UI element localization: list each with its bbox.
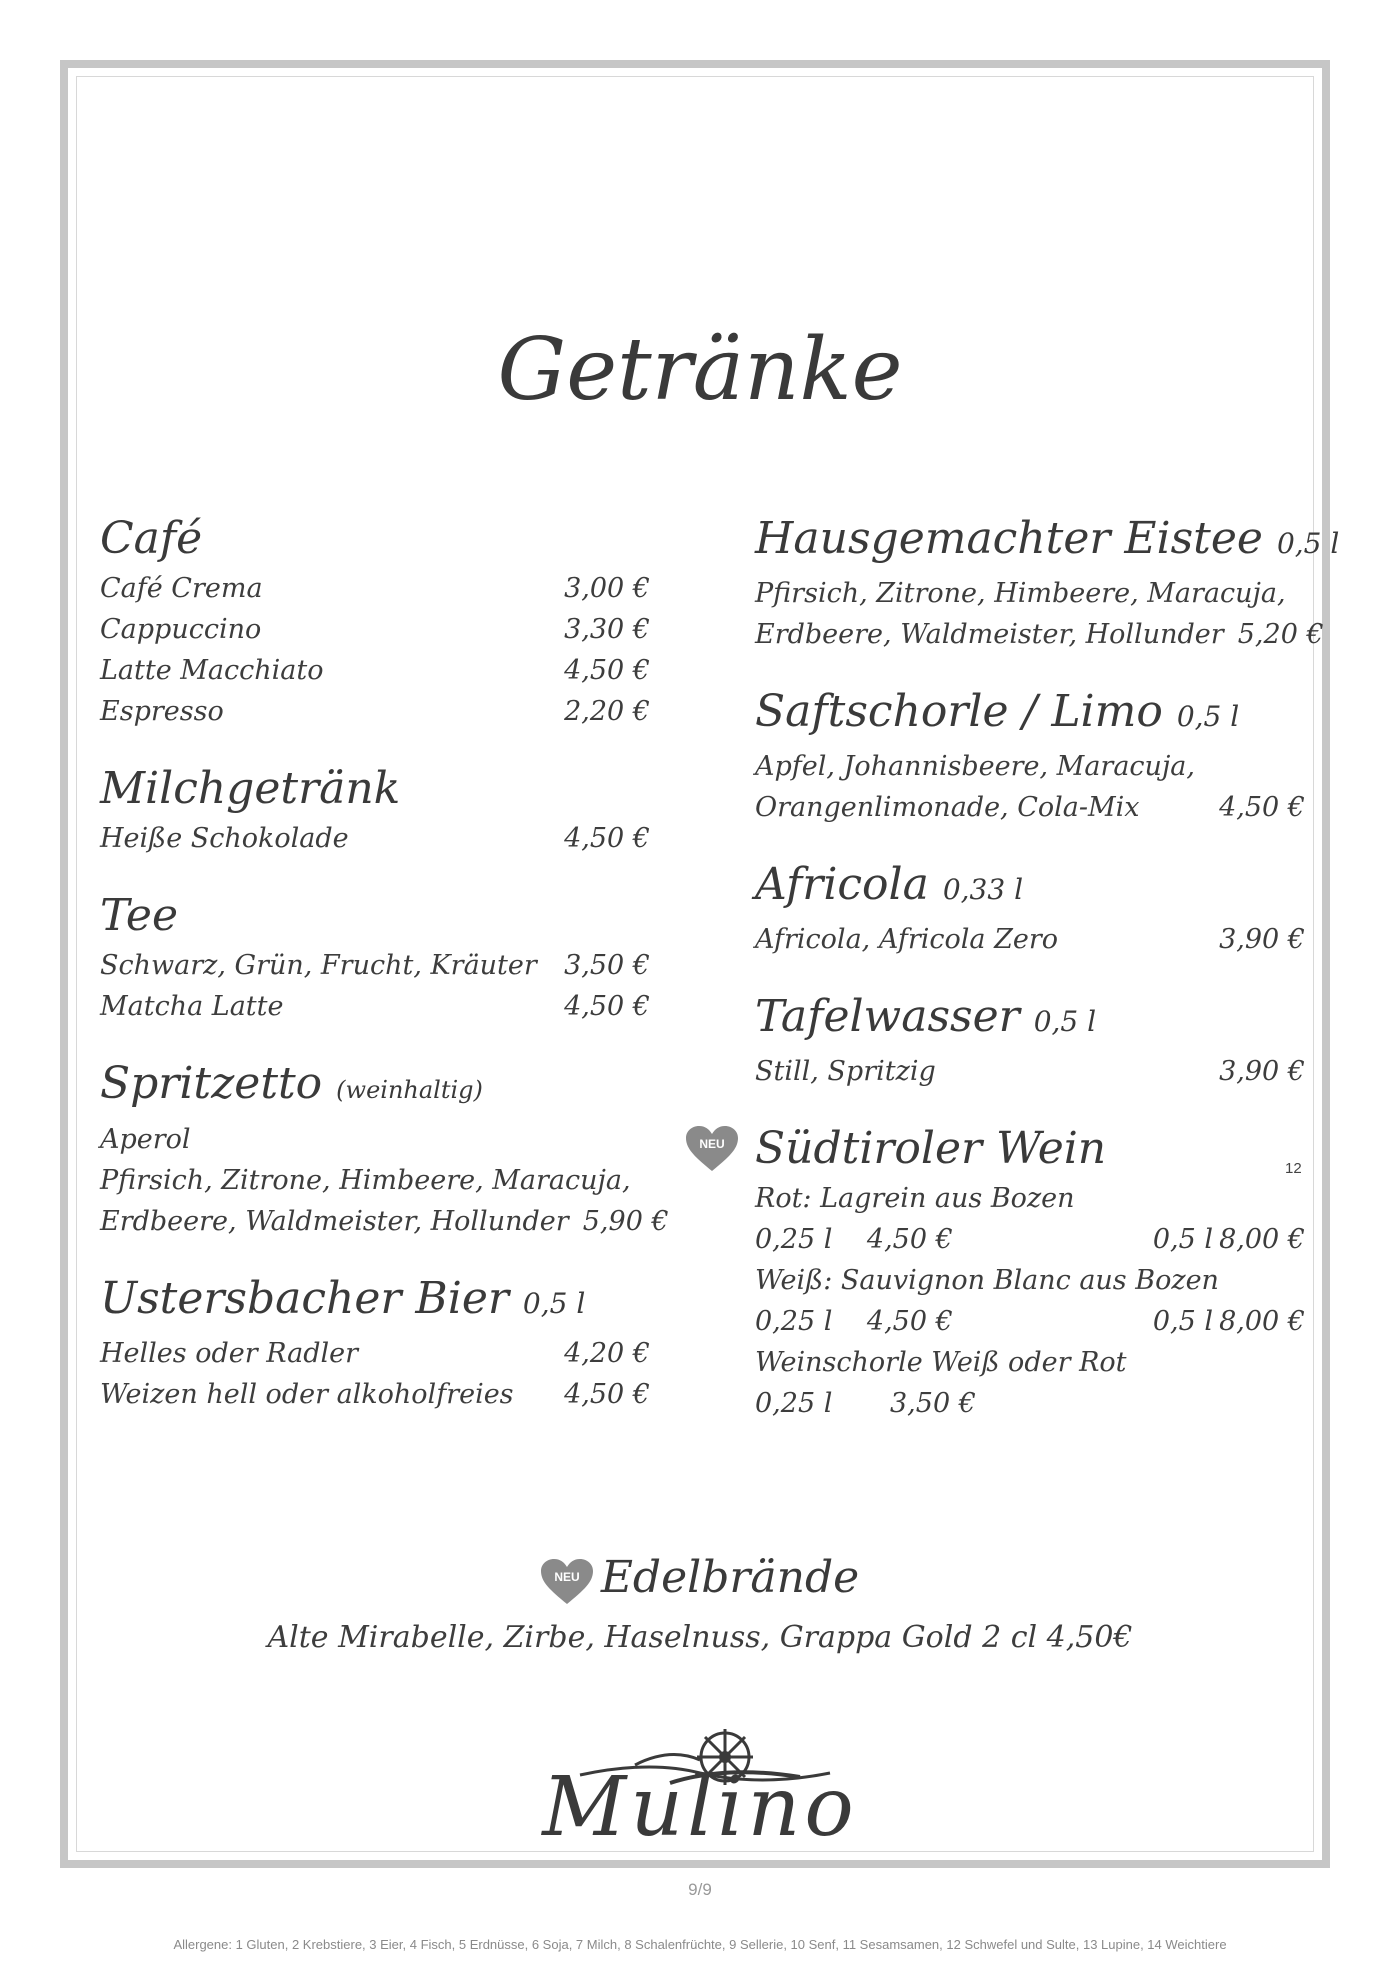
heading-text: Spritzetto: [100, 1058, 323, 1109]
section-heading-eistee: [755, 510, 1340, 573]
section-heading-wein: Südtiroler Wein: [755, 1123, 1107, 1174]
menu-item: [100, 986, 650, 1027]
item-price: 5,20 €: [1237, 619, 1324, 650]
heading-volume: 0,33 l: [942, 873, 1024, 906]
section-heading-spritzetto: [100, 1055, 650, 1119]
wine-label: Weiß: Sauvignon Blanc aus Bozen: [755, 1265, 1219, 1296]
item-price: 4,50 €: [564, 991, 650, 1022]
badge-text: NEU: [554, 1570, 580, 1584]
section-spritzetto: [100, 1055, 669, 1242]
wine-label: Rot: Lagrein aus Bozen: [755, 1183, 1075, 1214]
wine-label: Weinschorle Weiß oder Rot: [755, 1347, 1127, 1378]
section-heading-milch: Milchgetränk: [100, 763, 401, 814]
heading-text: Africola: [755, 859, 929, 910]
item-name: Orangenlimonade, Cola-Mix: [755, 792, 1140, 823]
item-price: 4,20 €: [564, 1338, 650, 1369]
wine-price-row: [755, 1301, 1305, 1342]
menu-item: [100, 1333, 650, 1374]
section-africola: [755, 856, 1305, 960]
heading-text: Hausgemachter Eistee: [755, 513, 1263, 564]
left-column: [100, 510, 669, 1443]
wine-size: 0,25 l: [755, 1388, 833, 1419]
menu-item: [100, 568, 650, 609]
item-name: Erdbeere, Waldmeister, Hollunder: [100, 1206, 569, 1237]
item-price: 3,90 €: [1219, 1056, 1305, 1087]
menu-line: Pfirsich, Zitrone, Himbeere, Maracuja,: [755, 578, 1286, 609]
menu-item: [100, 650, 650, 691]
section-wein: [755, 1120, 1305, 1424]
item-name: Africola, Africola Zero: [755, 924, 1058, 955]
menu-line: Aperol: [100, 1124, 191, 1155]
wine-price-row: [755, 1219, 1305, 1260]
item-name: Still, Spritzig: [755, 1056, 936, 1087]
menu-item: [100, 1374, 650, 1415]
wine-price: 8,00 €: [1219, 1224, 1305, 1255]
menu-item: [100, 818, 650, 859]
item-name: Matcha Latte: [100, 991, 284, 1022]
badge-text: NEU: [699, 1137, 725, 1151]
heading-note: (weinhaltig): [336, 1076, 483, 1104]
item-name: Cappuccino: [100, 614, 262, 645]
item-name: Café Crema: [100, 573, 263, 604]
allergen-footer: Allergene: 1 Gluten, 2 Krebstiere, 3 Eier, 4 Fisch, 5 Erdnüsse, 6 Soja, 7 Milch, 8 Schalenfrüchte, 9 Sellerie, 10 Senf, 11 Sesamsamen, 12 Schwefel und Sulte, 13 Lupine, 14 Weichtiere: [173, 1937, 1227, 1952]
section-eistee: [755, 510, 1340, 655]
item-name: Schwarz, Grün, Frucht, Kräuter: [100, 950, 537, 981]
wine-size: 0,5 l: [1152, 1306, 1213, 1337]
section-milch: [100, 760, 650, 859]
menu-item: [755, 1051, 1305, 1092]
heading-volume: 0,5 l: [522, 1287, 586, 1320]
menu-item: [100, 691, 650, 732]
menu-item: [755, 614, 1324, 655]
heading-text: Saftschorle / Limo: [755, 686, 1163, 737]
section-bier: [100, 1270, 650, 1415]
heading-text: Tafelwasser: [755, 991, 1020, 1042]
wine-price: 4,50 €: [866, 1306, 953, 1337]
wine-size: 0,25 l: [755, 1306, 833, 1337]
neu-heart-badge-edel: [540, 1558, 594, 1606]
item-price: 4,50 €: [564, 1379, 650, 1410]
item-price: 5,90 €: [582, 1206, 669, 1237]
item-price: 4,50 €: [564, 823, 650, 854]
menu-item: [100, 1201, 669, 1242]
wine-price-row: [755, 1383, 1305, 1424]
page-number: 9/9: [688, 1880, 712, 1899]
section-cafe: [100, 510, 650, 732]
mulino-logo: [540, 1715, 860, 1865]
heading-volume: 0,5 l: [1033, 1005, 1097, 1038]
section-heading-africola: [755, 856, 1305, 919]
menu-item: [100, 945, 650, 986]
item-price: 3,30 €: [564, 614, 650, 645]
wine-size: 0,5 l: [1152, 1224, 1213, 1255]
menu-line: Apfel, Johannisbeere, Maracuja,: [755, 751, 1195, 782]
item-name: Latte Macchiato: [100, 655, 324, 686]
item-price: 3,90 €: [1219, 924, 1305, 955]
allergen-tag: 12: [1285, 1160, 1302, 1177]
menu-title: Getränke: [497, 320, 903, 420]
item-name: Weizen hell oder alkoholfreies: [100, 1379, 514, 1410]
menu-item: [755, 919, 1305, 960]
item-price: 3,50 €: [564, 950, 650, 981]
logo-wordmark: Mulino: [542, 1760, 858, 1855]
item-price: 4,50 €: [564, 655, 650, 686]
section-saftschorle: [755, 683, 1305, 828]
section-edelbraende: [0, 1552, 1400, 1603]
section-heading-edelbraende: Edelbrände: [600, 1552, 860, 1603]
item-price: 2,20 €: [564, 696, 650, 727]
section-tafelwasser: [755, 988, 1305, 1092]
menu-line: Pfirsich, Zitrone, Himbeere, Maracuja,: [100, 1165, 631, 1196]
section-heading-bier: [100, 1270, 650, 1333]
wine-price: 8,00 €: [1219, 1306, 1305, 1337]
heading-volume: 0,5 l: [1176, 700, 1240, 733]
section-heading-tafelwasser: [755, 988, 1305, 1051]
item-price: 4,50 €: [1219, 792, 1305, 823]
item-name: Espresso: [100, 696, 224, 727]
section-heading-cafe: Café: [100, 513, 203, 564]
item-price: 3,00 €: [564, 573, 650, 604]
item-name: Heiße Schokolade: [100, 823, 349, 854]
item-name: Erdbeere, Waldmeister, Hollunder: [755, 619, 1224, 650]
wine-size: 0,25 l: [755, 1224, 833, 1255]
section-tee: [100, 887, 650, 1027]
item-name: Helles oder Radler: [100, 1338, 359, 1369]
heading-text: Ustersbacher Bier: [100, 1273, 509, 1324]
section-heading-saftschorle: [755, 683, 1305, 746]
right-column: [755, 510, 1340, 1452]
heading-volume: 0,5 l: [1276, 527, 1340, 560]
menu-item: [755, 787, 1305, 828]
section-heading-tee: Tee: [100, 890, 179, 941]
neu-heart-badge-wein: [685, 1125, 739, 1173]
wine-price: 3,50 €: [890, 1388, 976, 1419]
menu-item: [100, 609, 650, 650]
edelbraende-line: Alte Mirabelle, Zirbe, Haselnuss, Grappa Gold 2 cl 4,50€: [267, 1620, 1133, 1655]
wine-price: 4,50 €: [866, 1224, 953, 1255]
